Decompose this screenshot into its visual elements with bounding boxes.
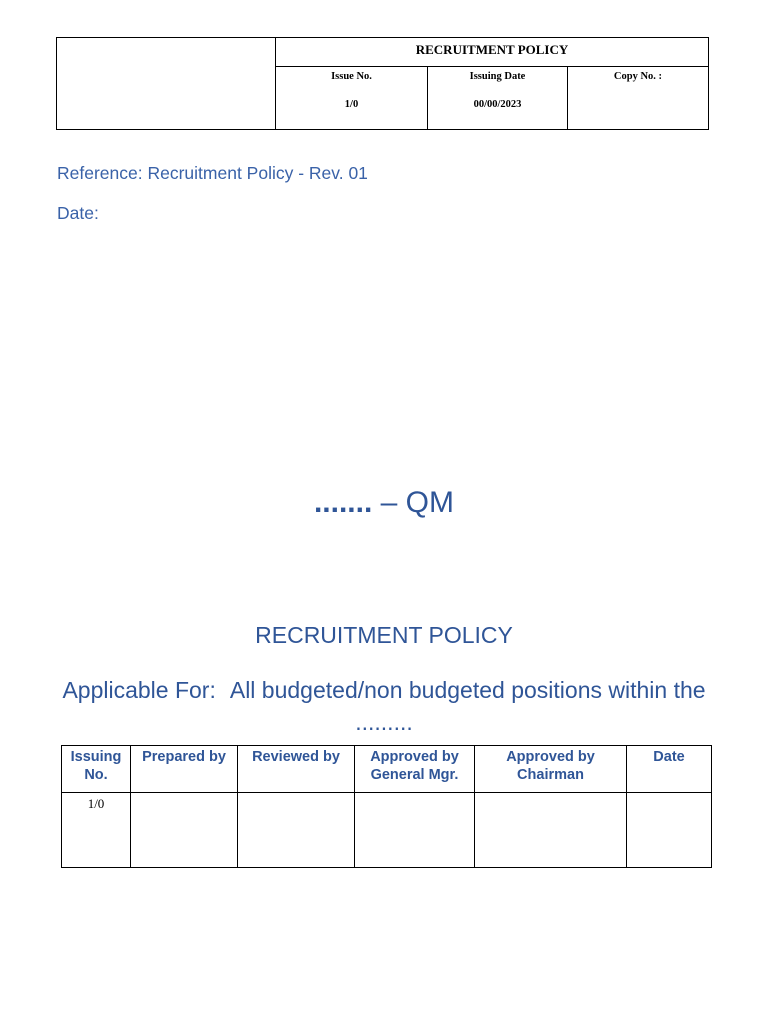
col-prepared-by: Prepared by: [131, 746, 238, 793]
issue-no-label: Issue No.: [331, 71, 372, 82]
issue-no-cell: [276, 67, 428, 130]
approval-header-row: [62, 746, 712, 793]
applicable-for: [60, 674, 708, 738]
col-issuing-no: Issuing No.: [62, 746, 131, 793]
qm-suffix: – QM: [372, 486, 455, 519]
issue-no-value: 1/0: [344, 99, 359, 110]
cell-date: [627, 793, 712, 868]
date-label: Date:: [57, 203, 99, 223]
cell-approved-chairman: [475, 793, 627, 868]
document-header-table: [56, 37, 709, 130]
cell-approved-general-mgr: [355, 793, 475, 868]
issuing-date-cell: [428, 67, 568, 130]
col-approved-chairman: Approved by Chairman: [475, 746, 627, 793]
policy-title: RECRUITMENT POLICY: [255, 622, 513, 648]
approval-table: [61, 745, 712, 868]
copy-no-cell: [568, 67, 709, 130]
applicable-label: Applicable For:: [62, 677, 216, 703]
copy-no-label: Copy No. :: [613, 71, 663, 82]
table-row: [62, 793, 712, 868]
cell-prepared-by: [131, 793, 238, 868]
col-approved-general-mgr: Approved by General Mgr.: [355, 746, 475, 793]
issuing-date-label: Issuing Date: [469, 71, 526, 82]
logo-placeholder-cell: [57, 38, 276, 130]
qm-heading: [0, 486, 768, 520]
qm-dots: .......: [313, 486, 373, 519]
applicable-text: All budgeted/non budgeted positions within the .........: [229, 677, 706, 735]
header-title: RECRUITMENT POLICY: [276, 38, 709, 67]
reference-line: Reference: Recruitment Policy - Rev. 01: [57, 163, 368, 183]
col-date: Date: [627, 746, 712, 793]
col-reviewed-by: Reviewed by: [238, 746, 355, 793]
cell-reviewed-by: [238, 793, 355, 868]
issuing-date-value: 00/00/2023: [473, 99, 522, 110]
cell-issuing-no: 1/0: [62, 793, 131, 868]
